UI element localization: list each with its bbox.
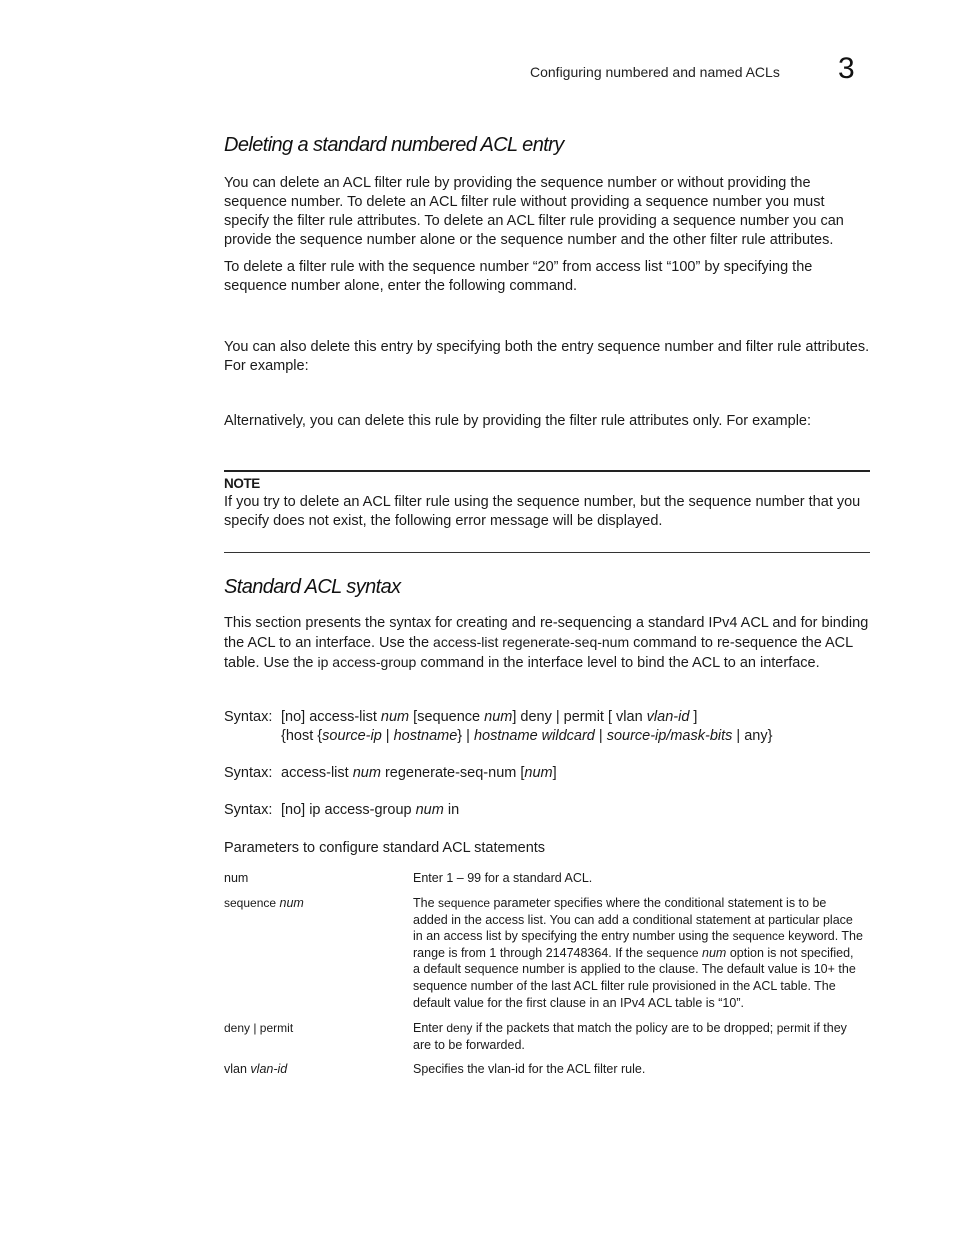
param-keyword: deny | permit (224, 1021, 294, 1035)
syntax-text: | (381, 728, 394, 744)
syntax-text: [no] access-list (281, 709, 381, 725)
param-keyword: vlan (224, 1062, 247, 1076)
desc-variable: num (702, 945, 727, 960)
param-name (224, 895, 404, 912)
paragraph-container (224, 174, 870, 250)
intro-text: . Use the (255, 655, 318, 671)
syntax-variable: source-ip/mask-bits (606, 728, 733, 744)
syntax-variable: hostname (393, 728, 458, 744)
desc-text: keyword. The range is from 1 through 214748364. If the (413, 929, 863, 960)
parameters-heading: Parameters to configure standard ACL statements (224, 840, 546, 856)
syntax-variable: num (415, 802, 444, 818)
syntax-variable: source-ip (322, 728, 382, 744)
intro-paragraph (224, 614, 870, 673)
syntax-variable: num (484, 709, 513, 725)
paragraph-container (224, 258, 870, 296)
param-description (413, 895, 863, 1011)
param-keyword: num (224, 871, 249, 885)
desc-text: Enter (413, 1021, 447, 1035)
paragraph-container (224, 338, 870, 376)
param-variable: num (279, 896, 304, 910)
syntax-label: Syntax: (224, 765, 273, 781)
param-variable: vlan-id (250, 1062, 288, 1076)
syntax-text: ] (552, 765, 557, 781)
intro-text: command in the interface level to bind the ACL to an interface. (416, 655, 820, 671)
intro-text: This section presents the syntax for creating and re-sequencing a standard IPv4 ACL and for binding the ACL to an interface. Use the (224, 615, 869, 651)
running-header-title: Configuring numbered and named ACLs (530, 64, 780, 80)
desc-keyword: permit (776, 1021, 811, 1035)
note-top-rule (224, 470, 870, 472)
syntax-variable: num (524, 765, 553, 781)
param-description (413, 1020, 863, 1053)
paragraph-container (224, 614, 870, 673)
desc-keyword: sequence (732, 929, 785, 944)
syntax-text: ] deny | permit [ vlan (512, 709, 647, 725)
desc-text: parameter specifies where the conditional statement is to be added in the access list. You can add a conditional statement at particular place in an access list by specifying the entry number using the (413, 896, 853, 944)
param-name (224, 1020, 404, 1037)
desc-text: option is not specified, a default sequence number is applied to the clause. The default value is 10+ the sequence number of the last ACL filter rule provisioned in the ACL table. The default value for the first clause in an IPv4 ACL table is “10”. (413, 945, 856, 1010)
syntax-line-1 (224, 708, 697, 727)
syntax-text: access-list (281, 765, 353, 781)
section-title: Standard ACL syntax (224, 576, 401, 598)
syntax-text: | any} (732, 728, 773, 744)
chapter-number: 3 (838, 52, 855, 85)
section-deleting (224, 134, 870, 157)
syntax-label: Syntax: (224, 709, 273, 725)
param-keyword: sequence (224, 896, 277, 910)
syntax-text: in (443, 802, 460, 818)
paragraph-container (224, 412, 870, 431)
intro-keyword: access-list regenerate-seq-num (433, 634, 630, 650)
syntax-text: {host { (281, 728, 323, 744)
desc-keyword: sequence (438, 896, 491, 910)
param-name (224, 1061, 404, 1078)
note-box (224, 470, 870, 531)
syntax-line-3 (224, 801, 459, 820)
intro-keyword: ip access-group (317, 654, 417, 670)
desc-keyword: sequence (646, 945, 699, 960)
syntax-variable: hostname wildcard (473, 728, 595, 744)
desc-text: if the packets that match the policy are to be dropped; (472, 1021, 777, 1035)
desc-keyword: deny (446, 1021, 473, 1035)
syntax-label: Syntax: (224, 802, 273, 818)
paragraph-1: You can delete an ACL filter rule by providing the sequence number or without providing the sequence number. To delete an ACL filter rule without providing a sequence number you must specify the filter rule attributes. To delete an ACL filter rule providing a sequence number you can provide the sequence number alone or the sequence number and the other filter rule attributes. (224, 175, 844, 248)
param-description: Specifies the vlan-id for the ACL filter rule. (413, 1062, 646, 1076)
syntax-line-1-cont (281, 727, 772, 746)
syntax-text: | (594, 728, 607, 744)
syntax-text: ] (689, 709, 698, 725)
syntax-text: [no] ip access-group (281, 802, 416, 818)
note-bottom-rule (224, 552, 870, 553)
syntax-text: regenerate-seq-num [ (380, 765, 525, 781)
syntax-variable: vlan-id (646, 709, 690, 725)
section-standard-acl (224, 576, 870, 599)
intro-text: command to re-sequence the ACL table (224, 635, 853, 671)
desc-text: if they are to be forwarded. (413, 1021, 847, 1052)
syntax-line-2 (224, 764, 557, 783)
desc-text: The (413, 896, 439, 910)
syntax-variable: num (380, 709, 410, 725)
param-name (224, 870, 404, 887)
note-text: If you try to delete an ACL filter rule using the sequence number, but the sequence number that you specify does not exist, the following error message will be displayed. (224, 494, 861, 529)
paragraph-4: Alternatively, you can delete this rule by providing the filter rule attributes only. For example: (224, 413, 812, 429)
note-label: NOTE (224, 476, 260, 491)
paragraph-3: You can also delete this entry by specifying both the entry sequence number and filter rule attributes. For example: (224, 339, 870, 374)
param-description: Enter 1 – 99 for a standard ACL. (413, 871, 593, 885)
note-bottom-rule-container (224, 552, 870, 553)
section-title: Deleting a standard numbered ACL entry (224, 134, 564, 156)
paragraph-2: To delete a filter rule with the sequence number “20” from access list “100” by specifying the sequence number alone, enter the following command. (224, 259, 813, 294)
syntax-text: [sequence (409, 709, 485, 725)
syntax-text: } | (457, 728, 474, 744)
syntax-variable: num (352, 765, 381, 781)
